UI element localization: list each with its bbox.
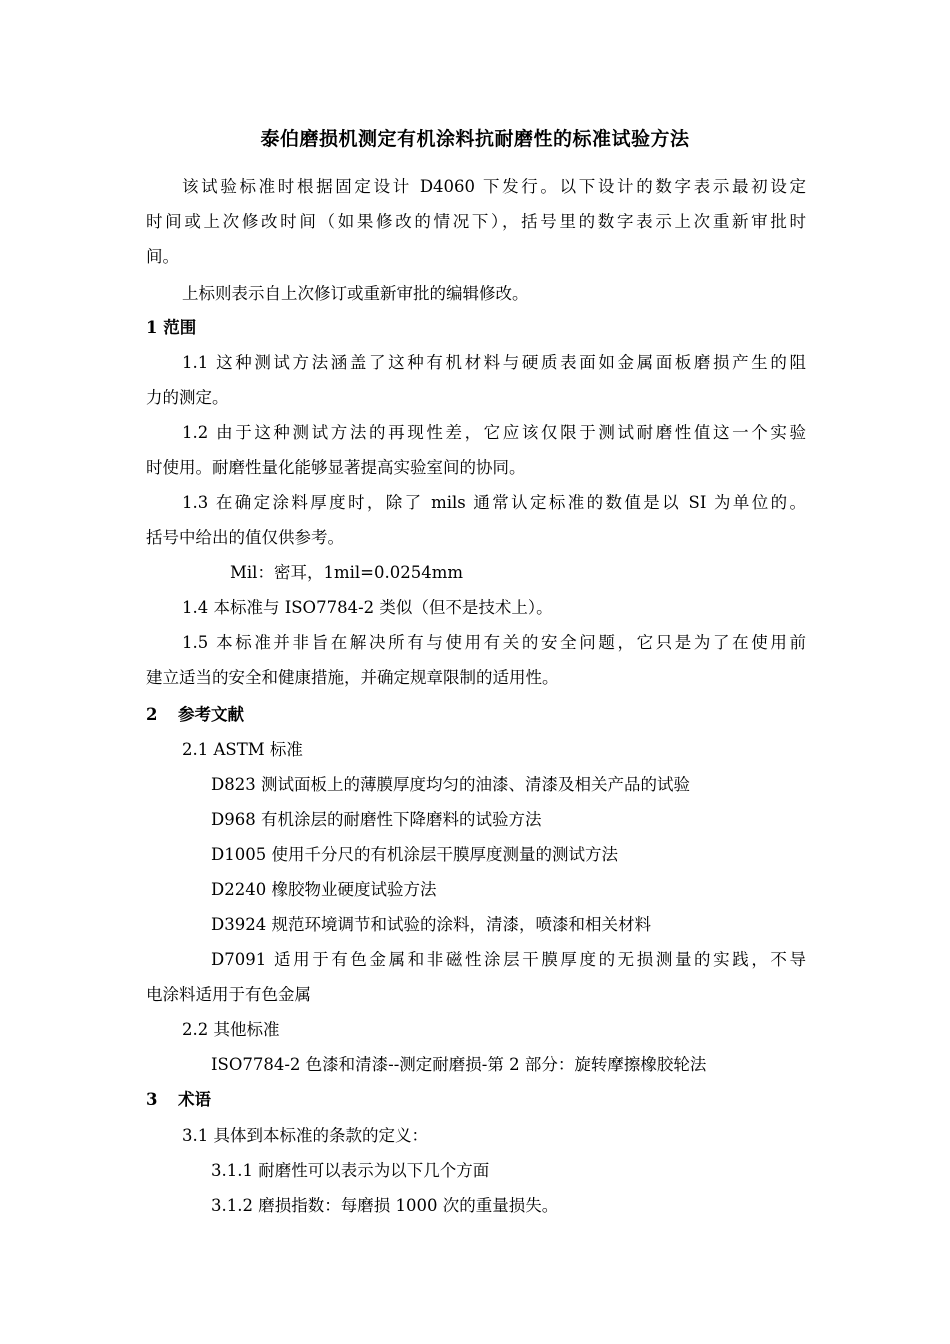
section-2-title: 参考文献 — [178, 705, 244, 724]
reference-item: D823 测试面板上的薄膜厚度均匀的油漆、清漆及相关产品的试验 — [211, 775, 690, 794]
clause-1-3-line: 括号中给出的值仅供参考。 — [146, 528, 344, 547]
clause-1-4: 1.4 本标准与 ISO7784-2 类似（但不是技术上）。 — [182, 598, 553, 617]
section-1-heading: 1 范围 — [146, 318, 197, 337]
section-3-heading — [146, 1090, 211, 1110]
clause-1-1-line: 力的测定。 — [146, 388, 229, 407]
section-3-number: 3 — [146, 1090, 158, 1109]
reference-item: D3924 规范环境调节和试验的涂料，清漆，喷漆和相关材料 — [211, 915, 651, 934]
clause-1-3-line: 1.3 在确定涂料厚度时，除了 mils 通常认定标准的数值是以 SI 为单位的。 — [182, 493, 806, 512]
clause-3-1-2: 3.1.2 磨损指数：每磨损 1000 次的重量损失。 — [211, 1196, 559, 1215]
reference-item: D2240 橡胶物业硬度试验方法 — [211, 880, 437, 899]
section-2-heading — [146, 705, 244, 725]
intro-paragraph-line: 该试验标准时根据固定设计 D4060 下发行。以下设计的数字表示最初设定 — [182, 177, 806, 196]
reference-d7091-line: D7091 适用于有色金属和非磁性涂层干膜厚度的无损测量的实践，不导 — [211, 950, 806, 969]
reference-iso: ISO7784-2 色漆和清漆--测定耐磨损-第 2 部分：旋转摩擦橡胶轮法 — [211, 1055, 707, 1074]
reference-d7091-line: 电涂料适用于有色金属 — [146, 985, 311, 1004]
clause-1-5-line: 1.5 本标准并非旨在解决所有与使用有关的安全问题，它只是为了在使用前 — [182, 633, 806, 652]
clause-2-2: 2.2 其他标准 — [182, 1020, 280, 1039]
intro-paragraph-line: 时间或上次修改时间（如果修改的情况下），括号里的数字表示上次重新审批时 — [146, 212, 806, 231]
mil-unit-note: Mil：密耳，1mil=0.0254mm — [230, 563, 463, 582]
clause-1-2-line: 1.2 由于这种测试方法的再现性差，它应该仅限于测试耐磨性值这一个实验 — [182, 423, 806, 442]
clause-1-2-line: 时使用。耐磨性量化能够显著提高实验室间的协同。 — [146, 458, 526, 477]
reference-item: D1005 使用千分尺的有机涂层干膜厚度测量的测试方法 — [211, 845, 618, 864]
clause-2-1: 2.1 ASTM 标准 — [182, 740, 303, 759]
section-2-number: 2 — [146, 705, 158, 724]
intro-paragraph-line: 间。 — [146, 247, 179, 266]
reference-item: D968 有机涂层的耐磨性下降磨料的试验方法 — [211, 810, 542, 829]
clause-3-1-1: 3.1.1 耐磨性可以表示为以下几个方面 — [211, 1161, 490, 1180]
clause-1-5-line: 建立适当的安全和健康措施，并确定规章限制的适用性。 — [146, 668, 559, 687]
clause-1-1-line: 1.1 这种测试方法涵盖了这种有机材料与硬质表面如金属面板磨损产生的阻 — [182, 353, 806, 372]
clause-3-1: 3.1 具体到本标准的条款的定义： — [182, 1126, 428, 1145]
intro-paragraph-2: 上标则表示自上次修订或重新审批的编辑修改。 — [182, 284, 529, 303]
section-3-title: 术语 — [178, 1090, 211, 1109]
document-title: 泰伯磨损机测定有机涂料抗耐磨性的标准试验方法 — [260, 128, 690, 150]
